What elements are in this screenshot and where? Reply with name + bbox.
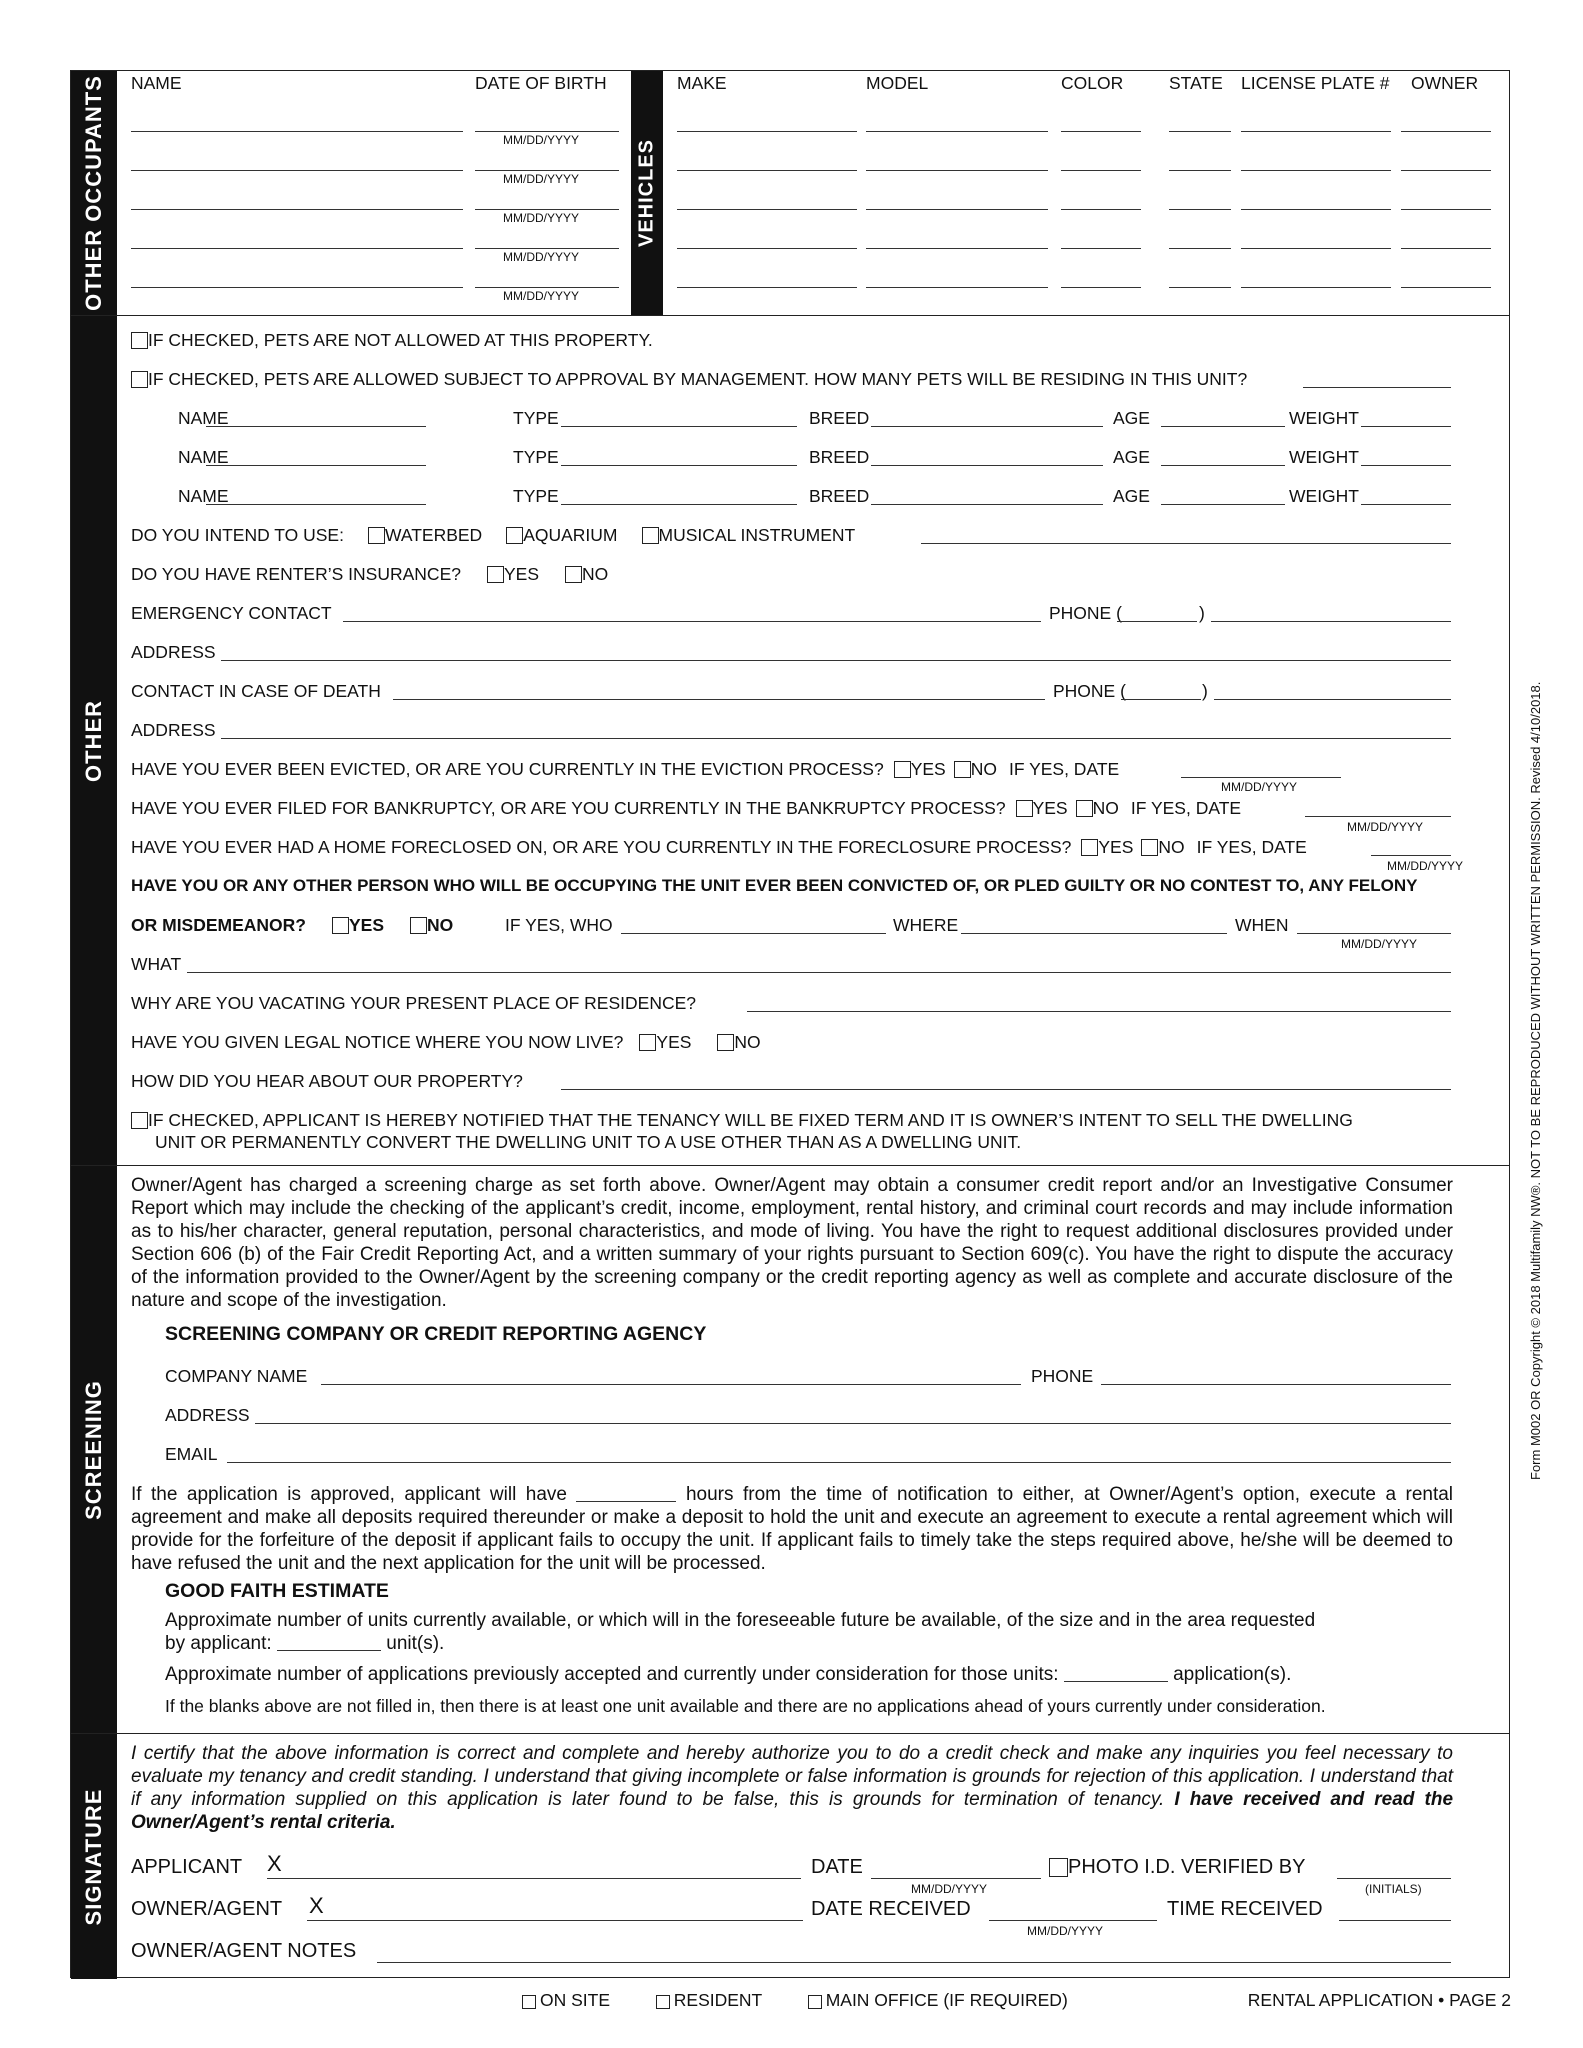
pet-weight-field[interactable]	[1361, 465, 1451, 466]
aquarium-checkbox[interactable]	[506, 527, 523, 544]
pet-age-label: AGE	[1113, 486, 1150, 506]
evicted-date-label: IF YES, DATE	[1008, 759, 1120, 779]
convicted-yes-label: YES	[349, 915, 385, 935]
convicted-when-hint: MM/DD/YYYY	[1341, 937, 1418, 951]
date-received-label: DATE RECEIVED	[811, 1898, 971, 1920]
evicted-label: HAVE YOU EVER BEEN EVICTED, OR ARE YOU CURRENTLY IN THE EVICTION PROCESS?	[131, 759, 884, 779]
vehicle-field-owner[interactable]	[1401, 209, 1491, 210]
pet-breed-field[interactable]	[871, 465, 1103, 466]
pet-age-field[interactable]	[1161, 426, 1285, 427]
approval-paragraph	[131, 1483, 1453, 1575]
convicted-when-label: WHEN	[1235, 915, 1289, 935]
pet-breed-field[interactable]	[871, 504, 1103, 505]
occupant-dob-hint: MM/DD/YYYY	[503, 250, 580, 264]
date-received-hint: MM/DD/YYYY	[1027, 1924, 1104, 1938]
resident-label: RESIDENT	[673, 1990, 762, 2010]
pet-age-label: AGE	[1113, 408, 1150, 428]
convicted-yes-checkbox[interactable]	[332, 917, 349, 934]
convicted-label-1: HAVE YOU OR ANY OTHER PERSON WHO WILL BE OCCUPYING THE UNIT EVER BEEN CONVICTED OF, OR PLED GUILTY OR NO CONTEST TO, ANY FELONY	[131, 876, 1418, 895]
emergency-address-field[interactable]	[221, 660, 1451, 661]
vehicle-field-plate[interactable]	[1241, 131, 1391, 132]
vehicle-color-header: COLOR	[1061, 73, 1124, 93]
convicted-where-field[interactable]	[961, 933, 1227, 934]
pet-weight-label: WEIGHT	[1289, 486, 1359, 506]
occupant-dob-header: DATE OF BIRTH	[475, 73, 607, 93]
vehicle-make-header: MAKE	[677, 73, 727, 93]
screening-tab: SCREENING	[71, 1166, 117, 1733]
convicted-when-field[interactable]	[1297, 933, 1451, 934]
pet-type-field[interactable]	[561, 426, 797, 427]
pet-name-label: NAME	[178, 447, 229, 467]
vehicle-field-owner[interactable]	[1401, 287, 1491, 288]
pet-breed-field[interactable]	[871, 426, 1103, 427]
contact-death-field[interactable]	[393, 699, 1045, 700]
fixed-term-label-2: UNIT OR PERMANENTLY CONVERT THE DWELLING UNIT TO A USE OTHER THAN AS A DWELLING UNIT.	[155, 1132, 1022, 1152]
screening-company-heading: SCREENING COMPANY OR CREDIT REPORTING AGENCY	[165, 1323, 707, 1345]
pets-not-allowed-row	[131, 330, 653, 350]
death-phone-label: PHONE (	[1053, 681, 1126, 701]
bankruptcy-row	[131, 798, 1241, 818]
applicant-date-label: DATE	[811, 1856, 863, 1878]
evicted-date-hint: MM/DD/YYYY	[1221, 780, 1298, 794]
renters-insurance-no-label: NO	[582, 564, 609, 584]
vehicle-field-make[interactable]	[677, 131, 857, 132]
emergency-address-label: ADDRESS	[131, 642, 216, 662]
legal-notice-row	[131, 1032, 761, 1052]
company-phone-field[interactable]	[1101, 1384, 1451, 1385]
renters-insurance-no-checkbox[interactable]	[565, 566, 582, 583]
emergency-phone-field[interactable]	[1211, 621, 1451, 622]
signature-tab: SIGNATURE	[71, 1734, 117, 1979]
applications-paragraph	[165, 1663, 1453, 1686]
bankruptcy-yes-checkbox[interactable]	[1016, 800, 1033, 817]
occupants-tab: OTHER OCCUPANTS	[71, 71, 117, 315]
vehicle-field-state[interactable]	[1169, 209, 1231, 210]
musical-instrument-field[interactable]	[921, 543, 1451, 544]
vacating-label: WHY ARE YOU VACATING YOUR PRESENT PLACE OF RESIDENCE?	[131, 993, 696, 1013]
death-address-label: ADDRESS	[131, 720, 216, 740]
units-paragraph	[165, 1609, 1453, 1655]
other-tab: OTHER	[71, 316, 117, 1165]
bankruptcy-no-label: NO	[1092, 798, 1119, 818]
company-name-label: COMPANY NAME	[165, 1366, 308, 1386]
vehicle-field-color[interactable]	[1061, 209, 1141, 210]
renters-insurance-label: DO YOU HAVE RENTER’S INSURANCE?	[131, 564, 461, 584]
vehicle-field-make[interactable]	[677, 209, 857, 210]
musical-instrument-label: MUSICAL INSTRUMENT	[658, 525, 856, 545]
waterbed-label: WATERBED	[384, 525, 483, 545]
foreclosed-date-field[interactable]	[1371, 855, 1451, 856]
legal-notice-yes-label: YES	[656, 1032, 692, 1052]
signature-section	[71, 1734, 1509, 1979]
company-email-field[interactable]	[227, 1462, 1451, 1463]
vehicle-field-model[interactable]	[866, 209, 1048, 210]
death-address-field[interactable]	[221, 738, 1451, 739]
renters-insurance-yes-label: YES	[503, 564, 540, 584]
convicted-who-label: IF YES, WHO	[505, 915, 613, 935]
time-received-field[interactable]	[1339, 1920, 1451, 1921]
vehicle-field-owner[interactable]	[1401, 131, 1491, 132]
intend-use-label: DO YOU INTEND TO USE:	[131, 525, 344, 545]
fixed-term-checkbox[interactable]	[131, 1112, 148, 1129]
vehicle-field-state[interactable]	[1169, 131, 1231, 132]
owner-agent-label: OWNER/AGENT	[131, 1898, 283, 1920]
vehicle-field-color[interactable]	[1061, 287, 1141, 288]
approval-text-2: hours from the time of notification to either, at Owner/Agent’s option, execute a rental agreement and make all deposits required thereunder or make a deposit to hold the unit and execute an agreement to execute a rental agreement which will provide for the forfeiture of the deposit if applicant fails to occupy the unit. If applicant fails to timely take the steps required above, he/she will be deemed to have refused the unit and the next application for the unit will be processed.	[131, 1484, 1454, 1574]
pet-type-field[interactable]	[561, 504, 797, 505]
pets-not-allowed-checkbox[interactable]	[131, 332, 148, 349]
company-phone-label: PHONE	[1031, 1366, 1094, 1386]
foreclosed-no-checkbox[interactable]	[1141, 839, 1158, 856]
vehicle-field-model[interactable]	[866, 131, 1048, 132]
certify-text: I certify that the above information is correct and complete and hereby authorize you to do a credit check and make any inquiries you feel necessary to evaluate my tenancy and credit standing. I understand that giving incomplete or false information is grounds for rejection of this application. I understand that if any information supplied on this application is later found to be false, this is grounds for termination of tenancy.	[131, 1743, 1453, 1810]
emergency-contact-label: EMERGENCY CONTACT	[131, 603, 332, 623]
pets-allowed-row	[131, 369, 1247, 389]
units-count-field[interactable]	[277, 1635, 381, 1651]
emergency-phone-label: PHONE (	[1049, 603, 1122, 623]
occupant-name-field[interactable]	[131, 287, 463, 288]
occupant-dob-hint: MM/DD/YYYY	[503, 289, 580, 303]
main-office-checkbox[interactable]	[808, 1995, 822, 2009]
occupant-dob-field[interactable]	[475, 287, 619, 288]
foreclosed-yes-checkbox[interactable]	[1081, 839, 1098, 856]
evicted-no-label: NO	[970, 759, 997, 779]
convicted-what-field[interactable]	[187, 972, 1451, 973]
emergency-phone-area-field[interactable]	[1117, 621, 1197, 622]
pet-name-field[interactable]	[206, 465, 426, 466]
applicant-date-field[interactable]	[871, 1878, 1041, 1879]
convicted-who-field[interactable]	[621, 933, 886, 934]
occupant-name-field[interactable]	[131, 131, 463, 132]
foreclosed-date-label: IF YES, DATE	[1196, 837, 1307, 857]
vehicle-field-state[interactable]	[1169, 248, 1231, 249]
vehicle-field-make[interactable]	[677, 287, 857, 288]
death-phone-area-field[interactable]	[1121, 699, 1201, 700]
approval-text-1: If the application is approved, applicant will have	[131, 1484, 567, 1505]
foreclosed-date-hint: MM/DD/YYYY	[1387, 859, 1464, 873]
pet-weight-field[interactable]	[1361, 504, 1451, 505]
bankruptcy-no-checkbox[interactable]	[1076, 800, 1093, 817]
pet-age-field[interactable]	[1161, 465, 1285, 466]
owner-x-mark: X	[309, 1893, 324, 1918]
death-phone-close: )	[1202, 681, 1208, 701]
company-address-label: ADDRESS	[165, 1405, 250, 1425]
occupant-name-header: NAME	[131, 73, 182, 93]
occupants-vehicles-section	[71, 71, 1509, 316]
pets-allowed-checkbox[interactable]	[131, 371, 148, 388]
vacating-field[interactable]	[747, 1011, 1451, 1012]
units-text-2a: by applicant:	[165, 1633, 272, 1654]
vehicle-field-owner[interactable]	[1401, 170, 1491, 171]
pets-not-allowed-label: IF CHECKED, PETS ARE NOT ALLOWED AT THIS PROPERTY.	[148, 330, 653, 350]
vehicle-field-make[interactable]	[677, 248, 857, 249]
form-frame	[70, 70, 1510, 1978]
footer-options	[522, 1990, 1068, 2011]
bankruptcy-date-label: IF YES, DATE	[1130, 798, 1242, 818]
other-section	[71, 316, 1509, 1166]
legal-notice-yes-checkbox[interactable]	[639, 1034, 656, 1051]
foreclosed-no-label: NO	[1158, 837, 1185, 857]
photo-id-initials-field[interactable]	[1337, 1878, 1451, 1879]
occupant-dob-hint: MM/DD/YYYY	[503, 172, 580, 186]
apps-text-b: application(s).	[1173, 1664, 1292, 1685]
blanks-note: If the blanks above are not filled in, then there is at least one unit available and there are no applications ahead of yours currently under consideration.	[165, 1696, 1326, 1716]
bankruptcy-yes-label: YES	[1032, 798, 1068, 818]
vehicle-field-state[interactable]	[1169, 170, 1231, 171]
occupant-dob-field[interactable]	[475, 248, 619, 249]
convicted-label-2: OR MISDEMEANOR?	[131, 915, 306, 935]
emergency-phone-close: )	[1199, 603, 1205, 623]
copyright-note: Form M002 OR Copyright © 2018 Multifamily NW®. NOT TO BE REPRODUCED WITHOUT WRITTEN PERMISSION. Revised 4/10/2018.	[1528, 681, 1543, 1480]
photo-id-row	[1049, 1857, 1305, 1877]
fixed-term-row	[131, 1110, 1353, 1130]
hear-about-field[interactable]	[561, 1089, 1451, 1090]
pets-allowed-label: IF CHECKED, PETS ARE ALLOWED SUBJECT TO APPROVAL BY MANAGEMENT. HOW MANY PETS WILL BE RESIDING IN THIS UNIT?	[148, 369, 1248, 389]
time-received-label: TIME RECEIVED	[1167, 1898, 1323, 1920]
occupant-dob-field[interactable]	[475, 209, 619, 210]
emergency-contact-field[interactable]	[343, 621, 1041, 622]
approval-hours-field[interactable]	[576, 1486, 676, 1502]
evicted-row	[131, 759, 1119, 779]
applicant-label: APPLICANT	[131, 1856, 243, 1878]
vehicle-field-plate[interactable]	[1241, 248, 1391, 249]
vehicle-field-state[interactable]	[1169, 287, 1231, 288]
apps-count-field[interactable]	[1064, 1666, 1168, 1682]
criteria-text: I have received and read the Owner/Agent’s rental criteria.	[131, 1789, 1454, 1833]
legal-notice-no-checkbox[interactable]	[717, 1034, 734, 1051]
vehicle-field-color[interactable]	[1061, 170, 1141, 171]
vehicle-field-model[interactable]	[866, 170, 1048, 171]
pet-type-label: TYPE	[513, 447, 559, 467]
pet-name-label: NAME	[178, 408, 229, 428]
pet-weight-field[interactable]	[1361, 426, 1451, 427]
screening-intro: Owner/Agent has charged a screening charge as set forth above. Owner/Agent may obtain a consumer credit report and/or an Investigative Consumer Report which may include the checking of the applicant’s credit, income, employment, rental history, and criminal court records and may include information as to his/her character, general reputation, personal characteristics, and mode of living. You have the right to request additional disclosures provided under Section 606 (b) of the Fair Credit Reporting Act, and a written summary of your rights pursuant to Section 609(c). You have the right to dispute the accuracy of the information provided to the Owner/Agent by the screening company or the credit reporting agency as well as complete and accurate disclosure of the nature and scope of the investigation.	[131, 1175, 1453, 1311]
initials-hint: (INITIALS)	[1365, 1882, 1422, 1896]
renters-insurance-row	[131, 564, 608, 584]
pet-age-field[interactable]	[1161, 504, 1285, 505]
pet-name-field[interactable]	[206, 426, 426, 427]
occupant-dob-field[interactable]	[475, 131, 619, 132]
vehicle-field-owner[interactable]	[1401, 248, 1491, 249]
pet-age-label: AGE	[1113, 447, 1150, 467]
waterbed-checkbox[interactable]	[368, 527, 385, 544]
vehicle-state-header: STATE	[1169, 73, 1223, 93]
vehicle-field-make[interactable]	[677, 170, 857, 171]
photo-id-label: PHOTO I.D. VERIFIED BY	[1068, 1856, 1306, 1878]
units-text-1: Approximate number of units currently available, or which will in the foreseeable future be available, of the size and in the area requested	[165, 1610, 1316, 1631]
evicted-yes-checkbox[interactable]	[894, 761, 911, 778]
pet-weight-label: WEIGHT	[1289, 447, 1359, 467]
foreclosed-yes-label: YES	[1098, 837, 1134, 857]
vehicle-plate-header: LICENSE PLATE #	[1241, 73, 1390, 93]
gfe-heading: GOOD FAITH ESTIMATE	[165, 1580, 389, 1602]
convicted-what-label: WHAT	[131, 954, 182, 974]
occupant-name-field[interactable]	[131, 170, 463, 171]
applicant-signature-field[interactable]	[267, 1878, 801, 1879]
apps-text-a: Approximate number of applications previously accepted and currently under consideration for those units:	[165, 1664, 1059, 1685]
screening-section	[71, 1166, 1509, 1734]
pet-name-label: NAME	[178, 486, 229, 506]
owner-agent-signature-field[interactable]	[307, 1920, 803, 1921]
convicted-row	[131, 915, 453, 935]
company-address-field[interactable]	[255, 1423, 1451, 1424]
death-phone-field[interactable]	[1214, 699, 1451, 700]
musical-instrument-checkbox[interactable]	[642, 527, 659, 544]
vehicle-field-plate[interactable]	[1241, 209, 1391, 210]
bankruptcy-date-field[interactable]	[1305, 816, 1451, 817]
convicted-no-checkbox[interactable]	[410, 917, 427, 934]
vehicle-owner-header: OWNER	[1411, 73, 1479, 93]
bankruptcy-label: HAVE YOU EVER FILED FOR BANKRUPTCY, OR ARE YOU CURRENTLY IN THE BANKRUPTCY PROCESS?	[131, 798, 1006, 818]
legal-notice-no-label: NO	[734, 1032, 761, 1052]
company-email-label: EMAIL	[165, 1444, 218, 1464]
vehicle-field-model[interactable]	[866, 248, 1048, 249]
convicted-where-label: WHERE	[893, 915, 959, 935]
vehicle-field-plate[interactable]	[1241, 287, 1391, 288]
on-site-checkbox[interactable]	[522, 1995, 536, 2009]
occupant-dob-hint: MM/DD/YYYY	[503, 133, 580, 147]
applicant-date-hint: MM/DD/YYYY	[911, 1882, 988, 1896]
vehicles-tab: VEHICLES	[631, 71, 663, 315]
evicted-date-field[interactable]	[1181, 777, 1341, 778]
pet-count-field[interactable]	[1303, 387, 1451, 388]
owner-notes-label: OWNER/AGENT NOTES	[131, 1940, 357, 1962]
pet-breed-label: BREED	[809, 486, 870, 506]
pet-weight-label: WEIGHT	[1289, 408, 1359, 428]
vehicle-model-header: MODEL	[866, 73, 929, 93]
certify-paragraph	[131, 1742, 1453, 1834]
pet-breed-label: BREED	[809, 408, 870, 428]
hear-about-label: HOW DID YOU HEAR ABOUT OUR PROPERTY?	[131, 1071, 523, 1091]
occupant-name-field[interactable]	[131, 209, 463, 210]
pet-type-field[interactable]	[561, 465, 797, 466]
renters-insurance-yes-checkbox[interactable]	[487, 566, 504, 583]
occupant-dob-hint: MM/DD/YYYY	[503, 211, 580, 225]
foreclosed-label: HAVE YOU EVER HAD A HOME FORECLOSED ON, OR ARE YOU CURRENTLY IN THE FORECLOSURE PROCESS?	[131, 837, 1072, 857]
date-received-field[interactable]	[989, 1920, 1157, 1921]
foreclosed-row	[131, 837, 1307, 857]
units-text-2b: unit(s).	[386, 1633, 445, 1654]
occupant-name-field[interactable]	[131, 248, 463, 249]
fixed-term-label-1: IF CHECKED, APPLICANT IS HEREBY NOTIFIED THAT THE TENANCY WILL BE FIXED TERM AND IT IS OWNER’S INTENT TO SELL THE DWELLING	[148, 1110, 1353, 1130]
contact-death-label: CONTACT IN CASE OF DEATH	[131, 681, 381, 701]
main-office-label: MAIN OFFICE (IF REQUIRED)	[825, 1990, 1068, 2010]
convicted-no-label: NO	[427, 915, 454, 935]
intend-use-row	[131, 525, 855, 545]
vehicle-field-plate[interactable]	[1241, 170, 1391, 171]
photo-id-checkbox[interactable]	[1049, 1858, 1068, 1877]
pet-breed-label: BREED	[809, 447, 870, 467]
occupant-dob-field[interactable]	[475, 170, 619, 171]
resident-checkbox[interactable]	[656, 1995, 670, 2009]
evicted-no-checkbox[interactable]	[954, 761, 971, 778]
pet-type-label: TYPE	[513, 408, 559, 428]
aquarium-label: AQUARIUM	[523, 525, 618, 545]
applicant-x-mark: X	[267, 1851, 282, 1876]
evicted-yes-label: YES	[910, 759, 946, 779]
owner-notes-field[interactable]	[377, 1962, 1451, 1963]
pet-name-field[interactable]	[206, 504, 426, 505]
vehicle-field-color[interactable]	[1061, 248, 1141, 249]
on-site-label: ON SITE	[540, 1990, 611, 2010]
vehicle-field-model[interactable]	[866, 287, 1048, 288]
company-name-field[interactable]	[321, 1384, 1021, 1385]
legal-notice-label: HAVE YOU GIVEN LEGAL NOTICE WHERE YOU NOW LIVE?	[131, 1032, 624, 1052]
vehicle-field-color[interactable]	[1061, 131, 1141, 132]
page-label: RENTAL APPLICATION • PAGE 2	[1247, 1990, 1511, 2010]
pet-type-label: TYPE	[513, 486, 559, 506]
bankruptcy-date-hint: MM/DD/YYYY	[1347, 820, 1424, 834]
